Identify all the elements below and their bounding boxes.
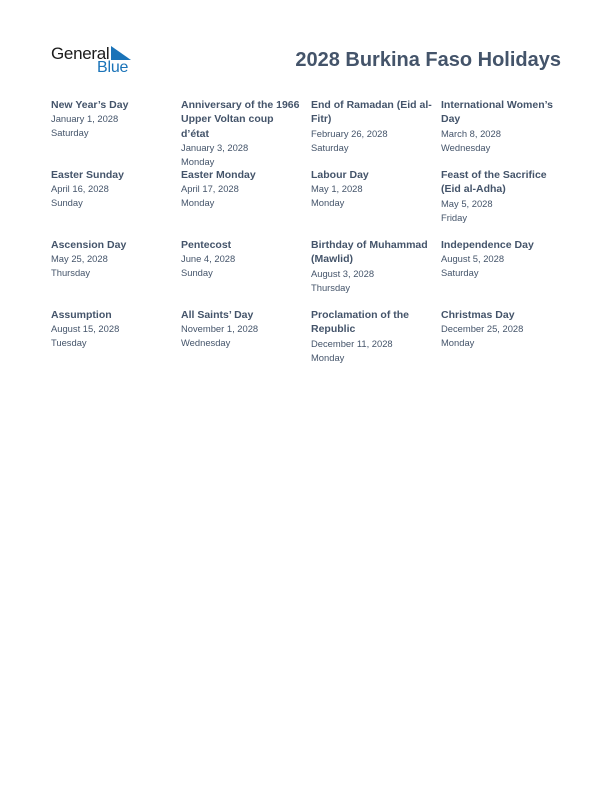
holiday-name: End of Ramadan (Eid al-Fitr) [311, 99, 432, 126]
holiday-weekday: Monday [311, 351, 345, 363]
holiday-date: August 15, 2028 [51, 323, 120, 335]
holiday-item [311, 308, 433, 365]
holiday-date: August 3, 2028 [311, 267, 375, 279]
holiday-weekday: Sunday [51, 197, 83, 209]
holiday-item [181, 238, 303, 280]
holiday-weekday: Saturday [51, 127, 89, 139]
holiday-name: Ascension Day [51, 239, 127, 251]
holiday-weekday: Tuesday [51, 337, 87, 349]
holiday-date: May 1, 2028 [311, 183, 363, 195]
holiday-date: December 25, 2028 [441, 323, 524, 335]
holiday-name: Christmas Day [441, 309, 515, 321]
holiday-weekday: Thursday [51, 267, 91, 279]
holiday-name: Easter Sunday [51, 169, 124, 181]
holiday-name: All Saints’ Day [181, 309, 254, 321]
holiday-item [181, 168, 303, 210]
holiday-item [441, 308, 563, 350]
holiday-name: New Year’s Day [51, 99, 129, 111]
holiday-item [311, 238, 433, 295]
holiday-date: January 1, 2028 [51, 113, 119, 125]
holiday-name: International Women’s Day [441, 99, 554, 126]
holiday-item [441, 168, 563, 225]
holiday-date: April 17, 2028 [181, 183, 239, 195]
holiday-name: Anniversary of the 1966 Upper Voltan coup d’état [181, 99, 300, 140]
holiday-date: December 11, 2028 [311, 337, 393, 349]
holiday-weekday: Monday [181, 197, 215, 209]
holiday-name: Labour Day [311, 169, 369, 181]
holiday-weekday: Monday [441, 337, 475, 349]
holiday-item [51, 168, 173, 210]
logo-text-general: General [51, 44, 110, 63]
holiday-date: February 26, 2028 [311, 127, 388, 139]
holiday-item [51, 308, 173, 350]
holiday-date: May 25, 2028 [51, 253, 108, 265]
holiday-weekday: Wednesday [441, 141, 491, 153]
holiday-weekday: Wednesday [181, 337, 231, 349]
logo-text-blue: Blue [97, 59, 129, 76]
holiday-item [181, 98, 303, 169]
holiday-name: Easter Monday [181, 169, 256, 181]
holiday-weekday: Friday [441, 211, 468, 223]
holiday-date: August 5, 2028 [441, 253, 505, 265]
holiday-name: Pentecost [181, 239, 232, 251]
holiday-weekday: Saturday [311, 141, 349, 153]
holiday-name: Feast of the Sacrifice (Eid al-Adha) [441, 169, 547, 196]
page-title: 2028 Burkina Faso Holidays [295, 49, 561, 71]
holiday-name: Proclamation of the Republic [311, 309, 410, 336]
holiday-weekday: Thursday [311, 281, 351, 293]
holiday-item [51, 98, 173, 140]
holiday-weekday: Saturday [441, 267, 479, 279]
holiday-date: April 16, 2028 [51, 183, 109, 195]
holiday-name: Independence Day [441, 239, 534, 251]
holiday-name: Assumption [51, 309, 112, 321]
generalblue-logo [51, 44, 135, 78]
holiday-weekday: Sunday [181, 267, 213, 279]
holiday-item [441, 98, 563, 155]
holiday-weekday: Monday [311, 197, 345, 209]
holiday-weekday: Monday [181, 156, 215, 168]
holiday-item [311, 98, 433, 155]
holiday-item [51, 238, 173, 280]
holiday-date: June 4, 2028 [181, 253, 236, 265]
holiday-date: November 1, 2028 [181, 323, 259, 335]
holiday-item [441, 238, 563, 280]
holiday-name: Birthday of Muhammad (Mawlid) [311, 239, 428, 266]
holiday-item [311, 168, 433, 210]
holiday-item [181, 308, 303, 350]
holiday-date: May 5, 2028 [441, 197, 493, 209]
logo-triangle-icon [111, 46, 131, 60]
holiday-date: January 3, 2028 [181, 142, 249, 154]
holiday-date: March 8, 2028 [441, 127, 501, 139]
